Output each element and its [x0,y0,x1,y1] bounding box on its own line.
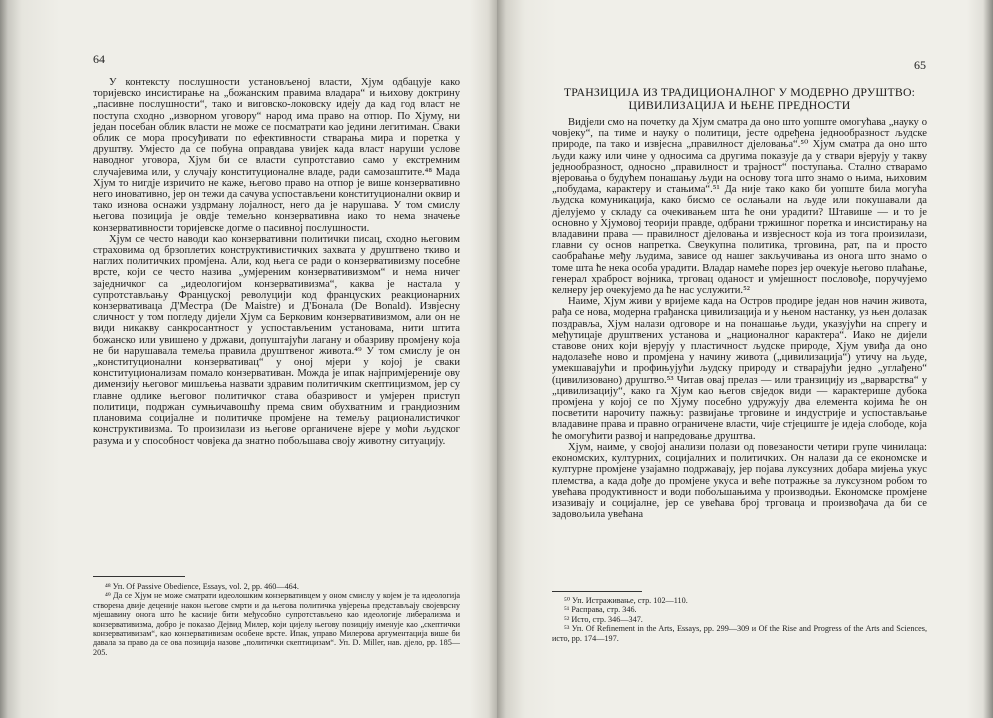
page-number: 64 [93,52,105,66]
section-heading [552,86,927,111]
footnotes [552,596,927,643]
footnote: ⁵⁰ Уп. Истраживање, стр. 102—110. [564,596,688,605]
heading-line: ЦИВИЛИЗАЦИЈА И ЊЕНЕ ПРЕДНОСТИ [628,97,851,112]
paragraph: У контексту послушности установљеној власти, Хјум одбацује како торијевско инсистирање на „божанским правима владара“ и њихову доктрину „пасивне послушности“, тако и виговско-локовску идеју да кад год власт не поступа сходно „изворном уговору“ народ има право на отпор. По Хјуму, ни један посебан облик власти не може се посматрати као једини легитиман. Сваки облик се мора просуђивати по ефективности стварања мира и поретка у друштву. Умјесто да се побуна оправдава увијек када власт наруши услове наводног уговора, Хјум би се власти супротставио само у екстремним случајевима или, у случају конституционалне владе, ради самозаштите.⁴⁸ Мада Хјум то нигдје изричито не каже, његово право на отпор је више конзервативно него иновативно, јер он тежи да сачува успостављени конституционални оквир и тако изнова оснажи уздрману лојалност, него да је нарушава. У том смислу његова позиција је овдје темељно конзервативна иако то нема значење конзервативности торијевске догме о пасивној послушности. [93,77,460,234]
paragraph: Наиме, Хјум живи у вријеме када на Остров продире један нов начин живота, рађа се нова, модерна грађанска цивилизација и у њеном настанку, уз њен долазак поздравља, Хјум налази одговоре и на понашање људи, указујући на спрегу и међутицаје друштвених установа и „националног карактера“. Иако не дијели ставове оних који вјерују у пластичност људске природе, Хјум увиђа да оно надолазеће ново и промјена у начину живота („цивилизација“) утичу на људе, умекшавајући и профињујући људску природу и стварајући једно „углађено“ (цивилизовано) друштво.⁵³ Читав овај прелаз — или транзицију из „варварства“ у „цивилизацију“, како га Хјум као његов свједок види — карактерише дубока промјена у којој се по Хјуму посебно удружују два елемента којима ће он посветити нарочиту пажњу: развијање трговине и индустрије и успостављање владавине права и правно ограничене власти, чије стјециште је идеја слободе, која ће омогућити развој и напредовање друштва. [552,296,927,442]
paragraph: Хјум, наиме, у својој анализи полази од повезаности четири групе чинилаца: економских, културних, социјалних и политичких. Он налази да се економске и културне промјене узајамно подржавају, јер појава луксузних добара мијења укус племства, а када дође до промјене укуса и веће потражње за луксузном робом то увећава продуктивност и води побољшањима у производњи. Економске промјене изазивају и социјалне, јер се увећава број трговаца и произвођача да би се задовољила увећана [552,441,927,521]
heading-line: ТРАНЗИЦИЈА ИЗ ТРАДИЦИОНАЛНОГ У МОДЕРНО ДРУШТВО: [563,85,916,99]
body-text [552,117,927,520]
paragraph: Видјели смо на почетку да Хјум сматра да оно што уопште омогућава „науку о човјеку“, па тиме и науку о политици, јесте одређена једнообразност људске природе, па тако и извјесна „правилност дјеловања“.⁵⁰ Хјум сматра да оно што људи кажу или чине у односима са другима показује да у ствари вјерују у такву једнообразност, односно „правилност и трајност“ поступања. Стално стварамо вјеровања о будућем понашању људи на основу тога што знамо о њима, њиховим „побудама, карактеру и стањима“.⁵¹ Да није тако како би уопште била могућа људска комуникација, како бисмо се ослањали на људе или покушавали да дјелујемо у складу са очекивањем шта ће они урадити? Штавише — и то је основно у Хјумовој теорији правде, одбрани тржишног поретка и инсистирању на владавини права — правилност дјеловања и извјесност која из тога произилази, главни су основ напретка. Свеукупна политика, трговина, рат, па и просто саобраћање међу људима, зависе од нашег закључивања из онога што знамо о томе шта ће нека особа урадити. Владар намеће порез јер очекује његово плаћање, генерал храброст војника, трговац оданост и умјешност пословође, поручујемо келнеру јер очекујемо да ће нас услужити.⁵² [552,117,927,297]
footnote: ⁴⁹ Да се Хјум не може сматрати идеолошким конзервативцем у оном смислу у којем је та идеологија створена двије деценије након његове смрти и да његова политичка увјерења представљају својеврсну мјешавину онога што ће касније бити међусобно супротстављено као идеологије либерализма и конзервативизма, добро је показао Дејвид Милер, који цијелу његову позицију именује као „скептички конзервативизам“, као конзервативизам особене врсте. Ипак, управо Милерова аргументација више би давала за право да се ова позиција назове „политички скептицизам“. Уп. D. Miller, нав. дјело, pp. 185—205. [93,591,460,657]
body-text [93,77,460,447]
footnote: ⁵² Исто, стр. 346—347. [564,614,643,624]
footnote: ⁴⁸ Уп. Of Passive Obedience, Essays, vol. 2, pp. 460—464. [105,582,299,591]
footnotes [93,582,460,657]
footnote: ⁵³ Уп. Of Refinement in the Arts, Essays, pp. 299—309 и Of the Rise and Progress of the Arts and Sciences, исто, pp. 174—197. [552,624,927,643]
page-number: 65 [914,58,926,72]
footnote-rule [93,576,185,577]
footnote: ⁵¹ Расправа, стр. 346. [564,605,637,615]
right-page [497,0,993,718]
footnote-rule [552,591,642,592]
paragraph: Хјум се често наводи као конзервативни политички писац, сходно његовим страховима од брзоплетих конструктивистичких захвата у друштвено ткиво и наглих политичких промјена. Али, код њега се ради о конзервативизму посебне врсте, који се често назива „умјереним конзервативизмом“ и нема ничег заједничког са „идеологијом конзервативизма“, каква је настала у супротстављању Француској револуцији код француских реакционарних конзервативаца Д'Местра (De Maistre) и Д'Бонала (De Bonald). Извјесну сличност у том погледу дијели Хјум са Берковим конзервативизмом, али он не види никакву санкросантност у успостављеним установама, нити штита божанско или увишено у држави, допуштајући лагану и обазриву промјену која не би нарушавала темеља правила друштвеног живота.⁴⁹ У том смислу је он „конституционални конзервативац“ у оној мјери у којој је сваки конституционализам помало конзервативан. Можда је ипак најпримјереније ову димензију његовог мишљења назвати здравим политичким скептицизмом, јер су главне одлике његовог политичког става обазривост и умјерен приступ политици, подржан сумњичавошћу према свим обухватним и грандиозним плановима социјалне и политичке промјене на темељу рационалистичког конструктивизма. То произилази из његове органичене вјере у моћи људског разума и у способност човјека да знатно побољшава своју животну ситуацију. [93,233,460,447]
